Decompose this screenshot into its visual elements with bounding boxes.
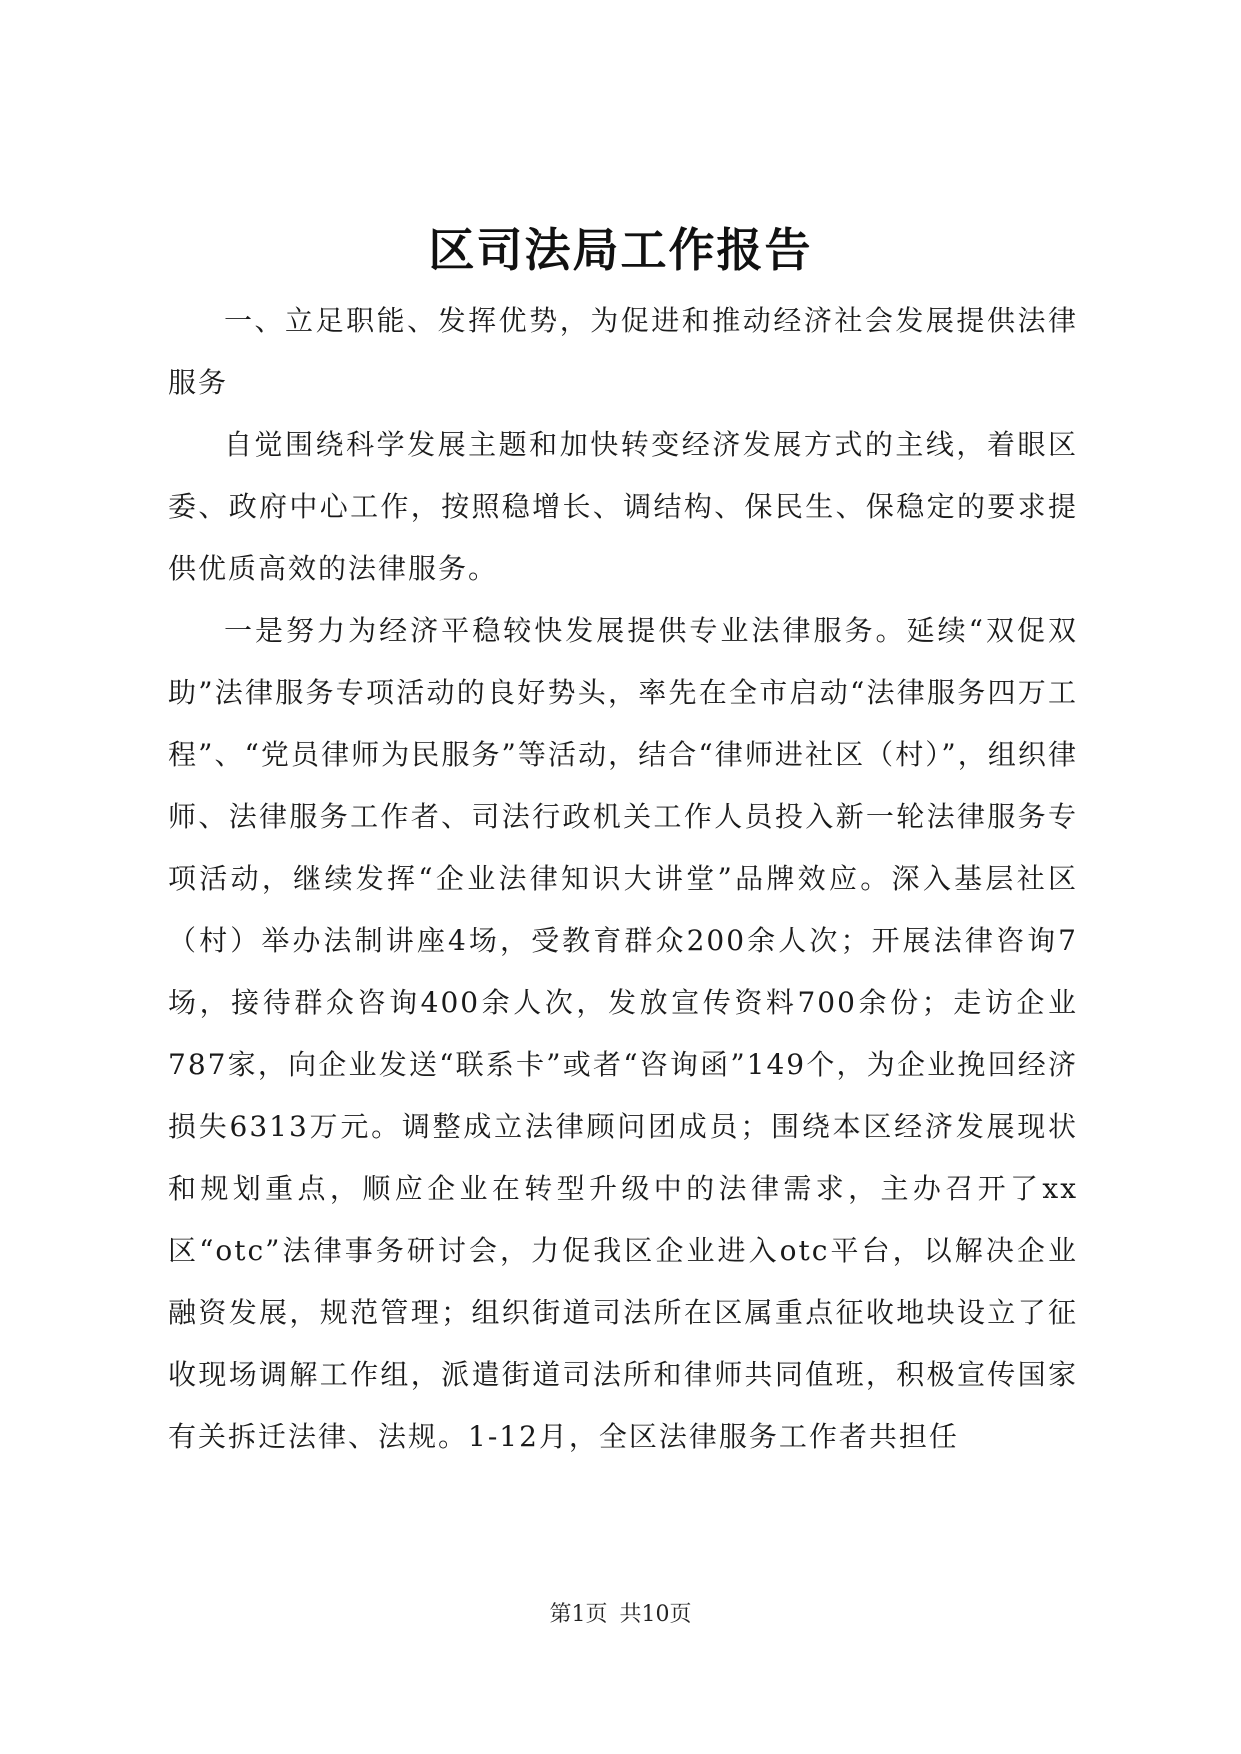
body-paragraph: 自觉围绕科学发展主题和加快转变经济发展方式的主线，着眼区委、政府中心工作，按照稳增长、调结构、保民生、保稳定的要求提供优质高效的法律服务。 [168, 428, 1078, 585]
section-heading: 一、立足职能、发挥优势，为促进和推动经济社会发展提供法律服务 [168, 304, 1078, 399]
page-number: 第1页 [549, 1602, 608, 1627]
page-total: 共10页 [619, 1602, 692, 1627]
document-body [168, 290, 1078, 1468]
page-footer [0, 1600, 1241, 1630]
document-title: 区司法局工作报告 [428, 223, 813, 277]
body-paragraph: 一是努力为经济平稳较快发展提供专业法律服务。延续“双促双助”法律服务专项活动的良好势头，率先在全市启动“法律服务四万工程”、“党员律师为民服务”等活动，结合“律师进社区（村）”，组织律师、法律服务工作者、司法行政机关工作人员投入新一轮法律服务专项活动，继续发挥“企业法律知识大讲堂”品牌效应。深入基层社区（村）举办法制讲座4场，受教育群众200余人次；开展法律咨询7场，接待群众咨询400余人次，发放宣传资料700余份；走访企业787家，向企业发送“联系卡”或者“咨询函”149个，为企业挽回经济损失6313万元。调整成立法律顾问团成员；围绕本区经济发展现状和规划重点，顺应企业在转型升级中的法律需求，主办召开了xx区“otc”法律事务研讨会，力促我区企业进入otc平台，以解决企业融资发展，规范管理；组织街道司法所在区属重点征收地块设立了征收现场调解工作组，派遣街道司法所和律师共同值班，积极宣传国家有关拆迁法律、法规。1-12月，全区法律服务工作者共担任 [168, 614, 1078, 1453]
